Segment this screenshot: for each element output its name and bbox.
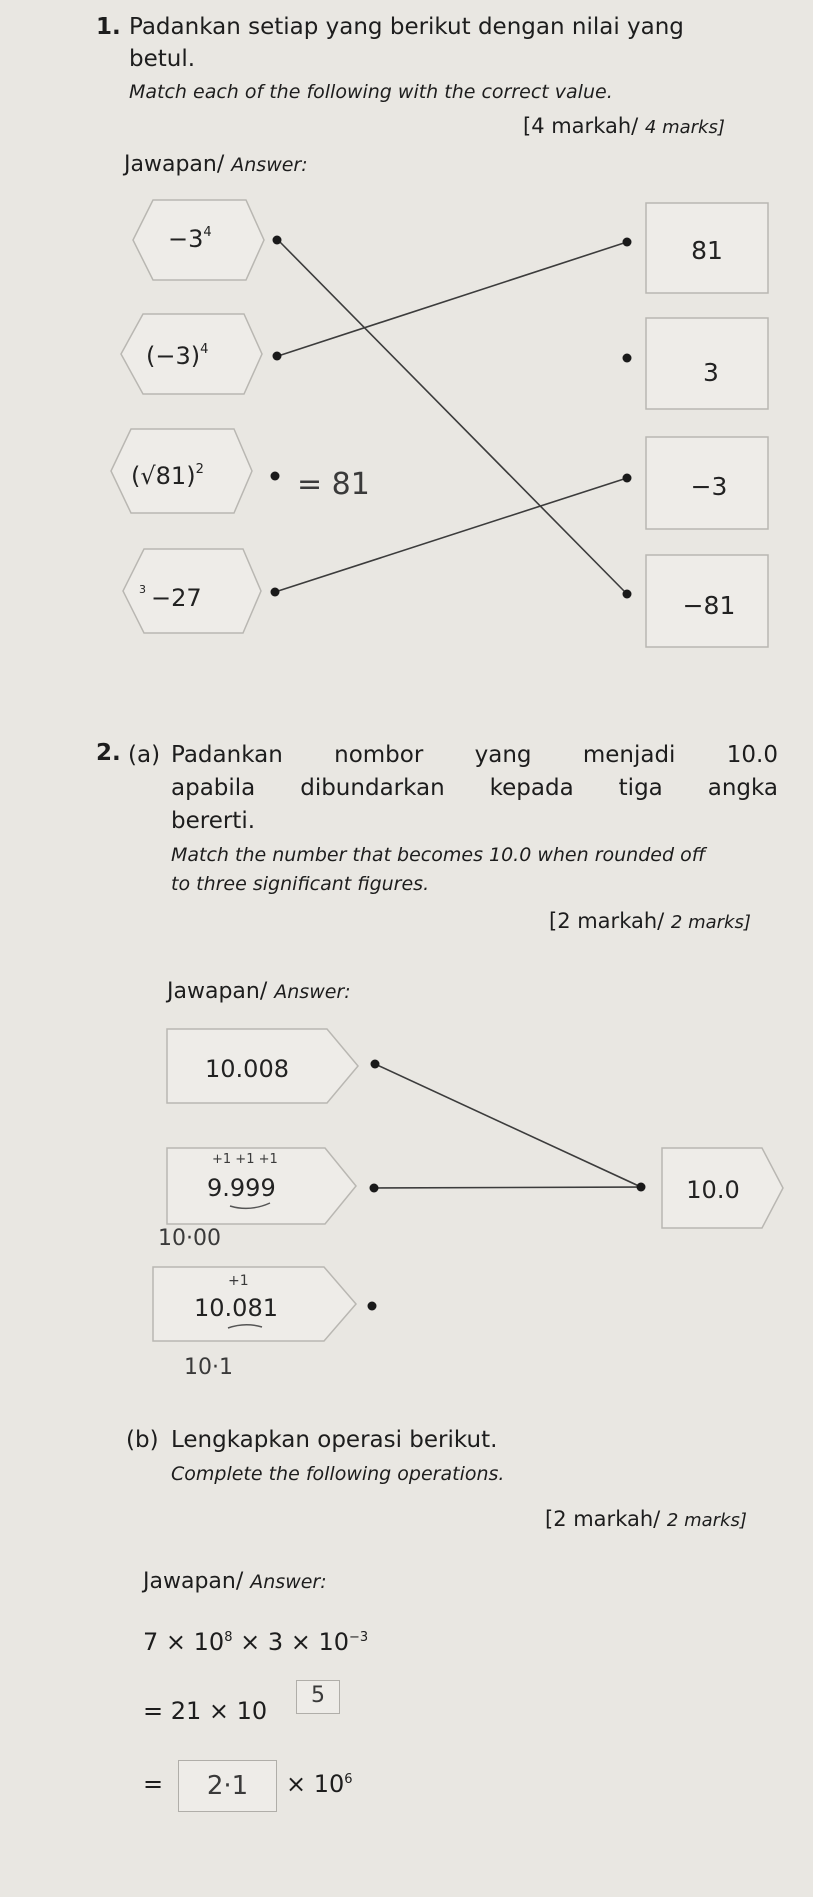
q1-answer-label-bm: Jawapan/ [124, 152, 225, 177]
q1-marks-en: 4 marks] [644, 117, 725, 138]
q1-right-item-2: 3 [703, 358, 719, 387]
q2a-part-label: (a) [128, 742, 161, 768]
q2a-match-line-1 [375, 1064, 641, 1187]
q2a-text-bm-3: bererti. [171, 808, 256, 834]
q2b-answer-label-en: Answer: [250, 1571, 327, 1593]
q2b-marks-bm: [2 markah/ [545, 1507, 661, 1531]
q2a-answer-label [167, 979, 351, 1004]
q2a-hand-note-2: 10·1 [184, 1355, 233, 1380]
q2a-text-en-2: to three significant figures. [171, 873, 430, 895]
q1-matching-diagram [0, 190, 813, 660]
q2a-matching-diagram [0, 1020, 813, 1370]
q1-right-item-3: −3 [690, 472, 728, 501]
q1-match-line-2 [278, 242, 627, 356]
q1-left-sup-4: 3 [139, 583, 146, 596]
q1-text-bm-2: betul. [129, 46, 196, 72]
q2a-option-dot-2[interactable] [370, 1184, 379, 1193]
q2a-option-2: 9.999 [207, 1174, 276, 1202]
q2a-marks [549, 909, 751, 933]
q2a-option-dot-1[interactable] [371, 1060, 380, 1069]
q2b-answer-label [143, 1569, 327, 1594]
q2b-text-bm: Lengkapkan operasi berikut. [171, 1427, 498, 1453]
q2b-marks [545, 1507, 747, 1531]
q1-left-sup-1: 4 [203, 225, 212, 240]
q2a-hand-plus-one: +1 [228, 1273, 249, 1289]
q1-match-line-1 [278, 240, 627, 594]
q1-marks [523, 114, 725, 138]
q2b-answer-box-2[interactable] [178, 1760, 277, 1812]
q2b-marks-en: 2 marks] [666, 1510, 747, 1531]
q2a-hand-note-1: 10·00 [158, 1226, 221, 1251]
q1-text-en: Match each of the following with the correct value. [129, 81, 613, 103]
q1-marks-bm: [4 markah/ [523, 114, 639, 138]
q1-left-item-4: −27 [151, 584, 202, 612]
q2a-target: 10.0 [686, 1176, 740, 1204]
q2b-line3-times: × 10 [286, 1770, 345, 1798]
q1-answer-label-en: Answer: [231, 154, 308, 176]
svg-text:(√81)2 [131, 462, 204, 490]
q2b-line-2 [143, 1697, 267, 1725]
q2a-match-line-2 [374, 1187, 641, 1188]
q2b-answer-label-bm: Jawapan/ [143, 1569, 244, 1594]
q1-left-dot-3[interactable] [271, 472, 280, 481]
q1-right-dot-2[interactable] [623, 354, 632, 363]
q2a-option-1: 10.008 [205, 1055, 289, 1083]
q2b-answer-box-2-value: 2·1 [206, 1771, 249, 1801]
q1-left-dot-1[interactable] [273, 236, 282, 245]
q2b-line-1 [143, 1628, 368, 1656]
q2b-answer-box-1-value: 5 [311, 1683, 325, 1708]
q1-right-item-4: −81 [682, 591, 736, 620]
q2a-marks-bm: [2 markah/ [549, 909, 665, 933]
q1-right-dot-4[interactable] [623, 590, 632, 599]
q2a-hand-plus-ones: +1 +1 +1 [212, 1152, 278, 1167]
q2a-answer-label-bm: Jawapan/ [167, 979, 268, 1004]
q1-right-dot-3[interactable] [623, 474, 632, 483]
q1-left-sup-2: 4 [200, 342, 209, 357]
q2a-text-en-1: Match the number that becomes 10.0 when rounded off [171, 844, 706, 866]
q1-handwritten-note: = 81 [297, 467, 370, 502]
q2a-option-3: 10.081 [194, 1294, 278, 1322]
svg-text:(−3)4 [146, 342, 208, 370]
q1-left-item-2: (−3) [146, 342, 201, 370]
q1-answer-label [124, 152, 308, 177]
q1-right-dot-1[interactable] [623, 238, 632, 247]
q1-text-bm-1: Padankan setiap yang berikut dengan nilai yang [129, 14, 684, 40]
q2b-line1-b: × 3 × 10 [232, 1628, 350, 1656]
q2b-line1-a: 7 × 10 [143, 1628, 225, 1656]
q1-number: 1. [96, 14, 121, 40]
q2b-answer-box-1[interactable] [296, 1680, 340, 1714]
q2-number: 2. [96, 740, 121, 766]
q2b-line2-text: = 21 × 10 [143, 1697, 268, 1725]
q2b-part-label: (b) [126, 1427, 159, 1453]
q2a-text-bm-1: Padankan nombor yang menjadi 10.0 [171, 742, 778, 768]
q1-left-item-1: −3 [168, 225, 204, 253]
q2b-line-3-prefix: = [143, 1770, 164, 1798]
q2a-target-dot[interactable] [637, 1183, 646, 1192]
q2b-line1-exp1: 8 [224, 1630, 233, 1645]
q2b-text-en: Complete the following operations. [171, 1463, 505, 1485]
q2b-line1-exp2: −3 [349, 1630, 369, 1645]
q2b-line-3-suffix [286, 1770, 353, 1798]
q2b-line3-exp: 6 [344, 1772, 353, 1787]
q1-left-sup-3: 2 [195, 462, 204, 477]
q2a-option-dot-3[interactable] [368, 1302, 377, 1311]
q2a-answer-label-en: Answer: [274, 981, 351, 1003]
q1-right-item-1: 81 [691, 236, 723, 265]
q2a-marks-en: 2 marks] [670, 912, 751, 933]
q1-left-item-3: (√81) [131, 462, 196, 490]
q1-left-dot-4[interactable] [271, 588, 280, 597]
q1-left-dot-2[interactable] [273, 352, 282, 361]
q2a-text-bm-2: apabila dibundarkan kepada tiga angka [171, 775, 778, 801]
